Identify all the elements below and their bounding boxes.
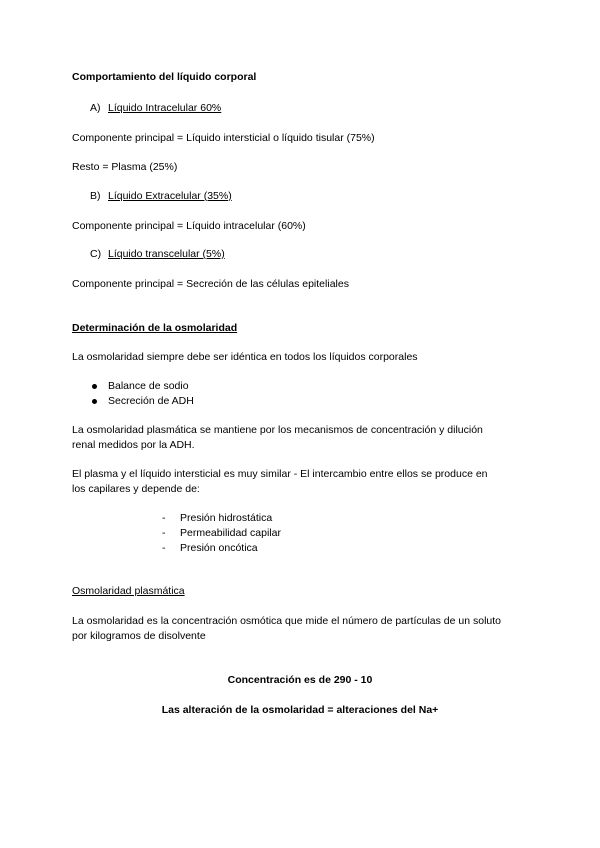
plasma-osmolarity-heading: Osmolaridad plasmática: [72, 585, 185, 597]
section-a-line-2: Resto = Plasma (25%): [72, 161, 178, 173]
document-title: Comportamiento del líquido corporal: [72, 71, 257, 83]
list-marker-b: B): [90, 190, 101, 202]
section-a-heading: Líquido Intracelular 60%: [108, 102, 222, 114]
paragraph-1-line-1: La osmolaridad plasmática se mantiene por los mecanismos de concentración y dilución: [72, 424, 483, 436]
paragraph-2-line-1: El plasma y el líquido intersticial es muy similar - El intercambio entre ellos se produce en: [72, 468, 488, 480]
paragraph-1-line-2: renal medidos por la ADH.: [72, 439, 195, 451]
list-marker-a: A): [90, 102, 101, 114]
section-b-line-1: Componente principal = Líquido intracelular (60%): [72, 220, 306, 232]
osmolarity-intro: La osmolaridad siempre debe ser idéntica en todos los líquidos corporales: [72, 351, 418, 363]
bullet-dot-2: [92, 399, 97, 404]
paragraph-3-line-2: por kilogramos de disolvente: [72, 630, 206, 642]
section-b-heading: Líquido Extracelular (35%): [108, 190, 232, 202]
alteration-statement: Las alteración de la osmolaridad = alteraciones del Na+: [161, 704, 439, 716]
paragraph-2-line-2: los capilares y depende de:: [72, 483, 200, 495]
bullet-dot-1: [92, 384, 97, 389]
dash-marker-2: -: [162, 527, 166, 539]
section-c-heading: Líquido transcelular (5%): [108, 248, 225, 260]
section-a-line-1: Componente principal = Líquido intersticial o líquido tisular (75%): [72, 132, 375, 144]
concentration-statement: Concentración es de 290 - 10: [227, 674, 373, 686]
dash-item-1: Presión hidrostática: [180, 512, 273, 524]
dash-marker-3: -: [162, 542, 166, 554]
dash-item-2: Permeabilidad capilar: [180, 527, 281, 539]
paragraph-3-line-1: La osmolaridad es la concentración osmótica que mide el número de partículas de un soluto: [72, 615, 501, 627]
dash-marker-1: -: [162, 512, 166, 524]
list-marker-c: C): [90, 248, 102, 260]
osmolarity-heading: Determinación de la osmolaridad: [72, 322, 238, 334]
bullet-item-2: Secreción de ADH: [108, 395, 194, 407]
bullet-item-1: Balance de sodio: [108, 380, 189, 392]
section-c-line-1: Componente principal = Secreción de las células epiteliales: [72, 278, 349, 290]
dash-item-3: Presión oncótica: [180, 542, 258, 554]
